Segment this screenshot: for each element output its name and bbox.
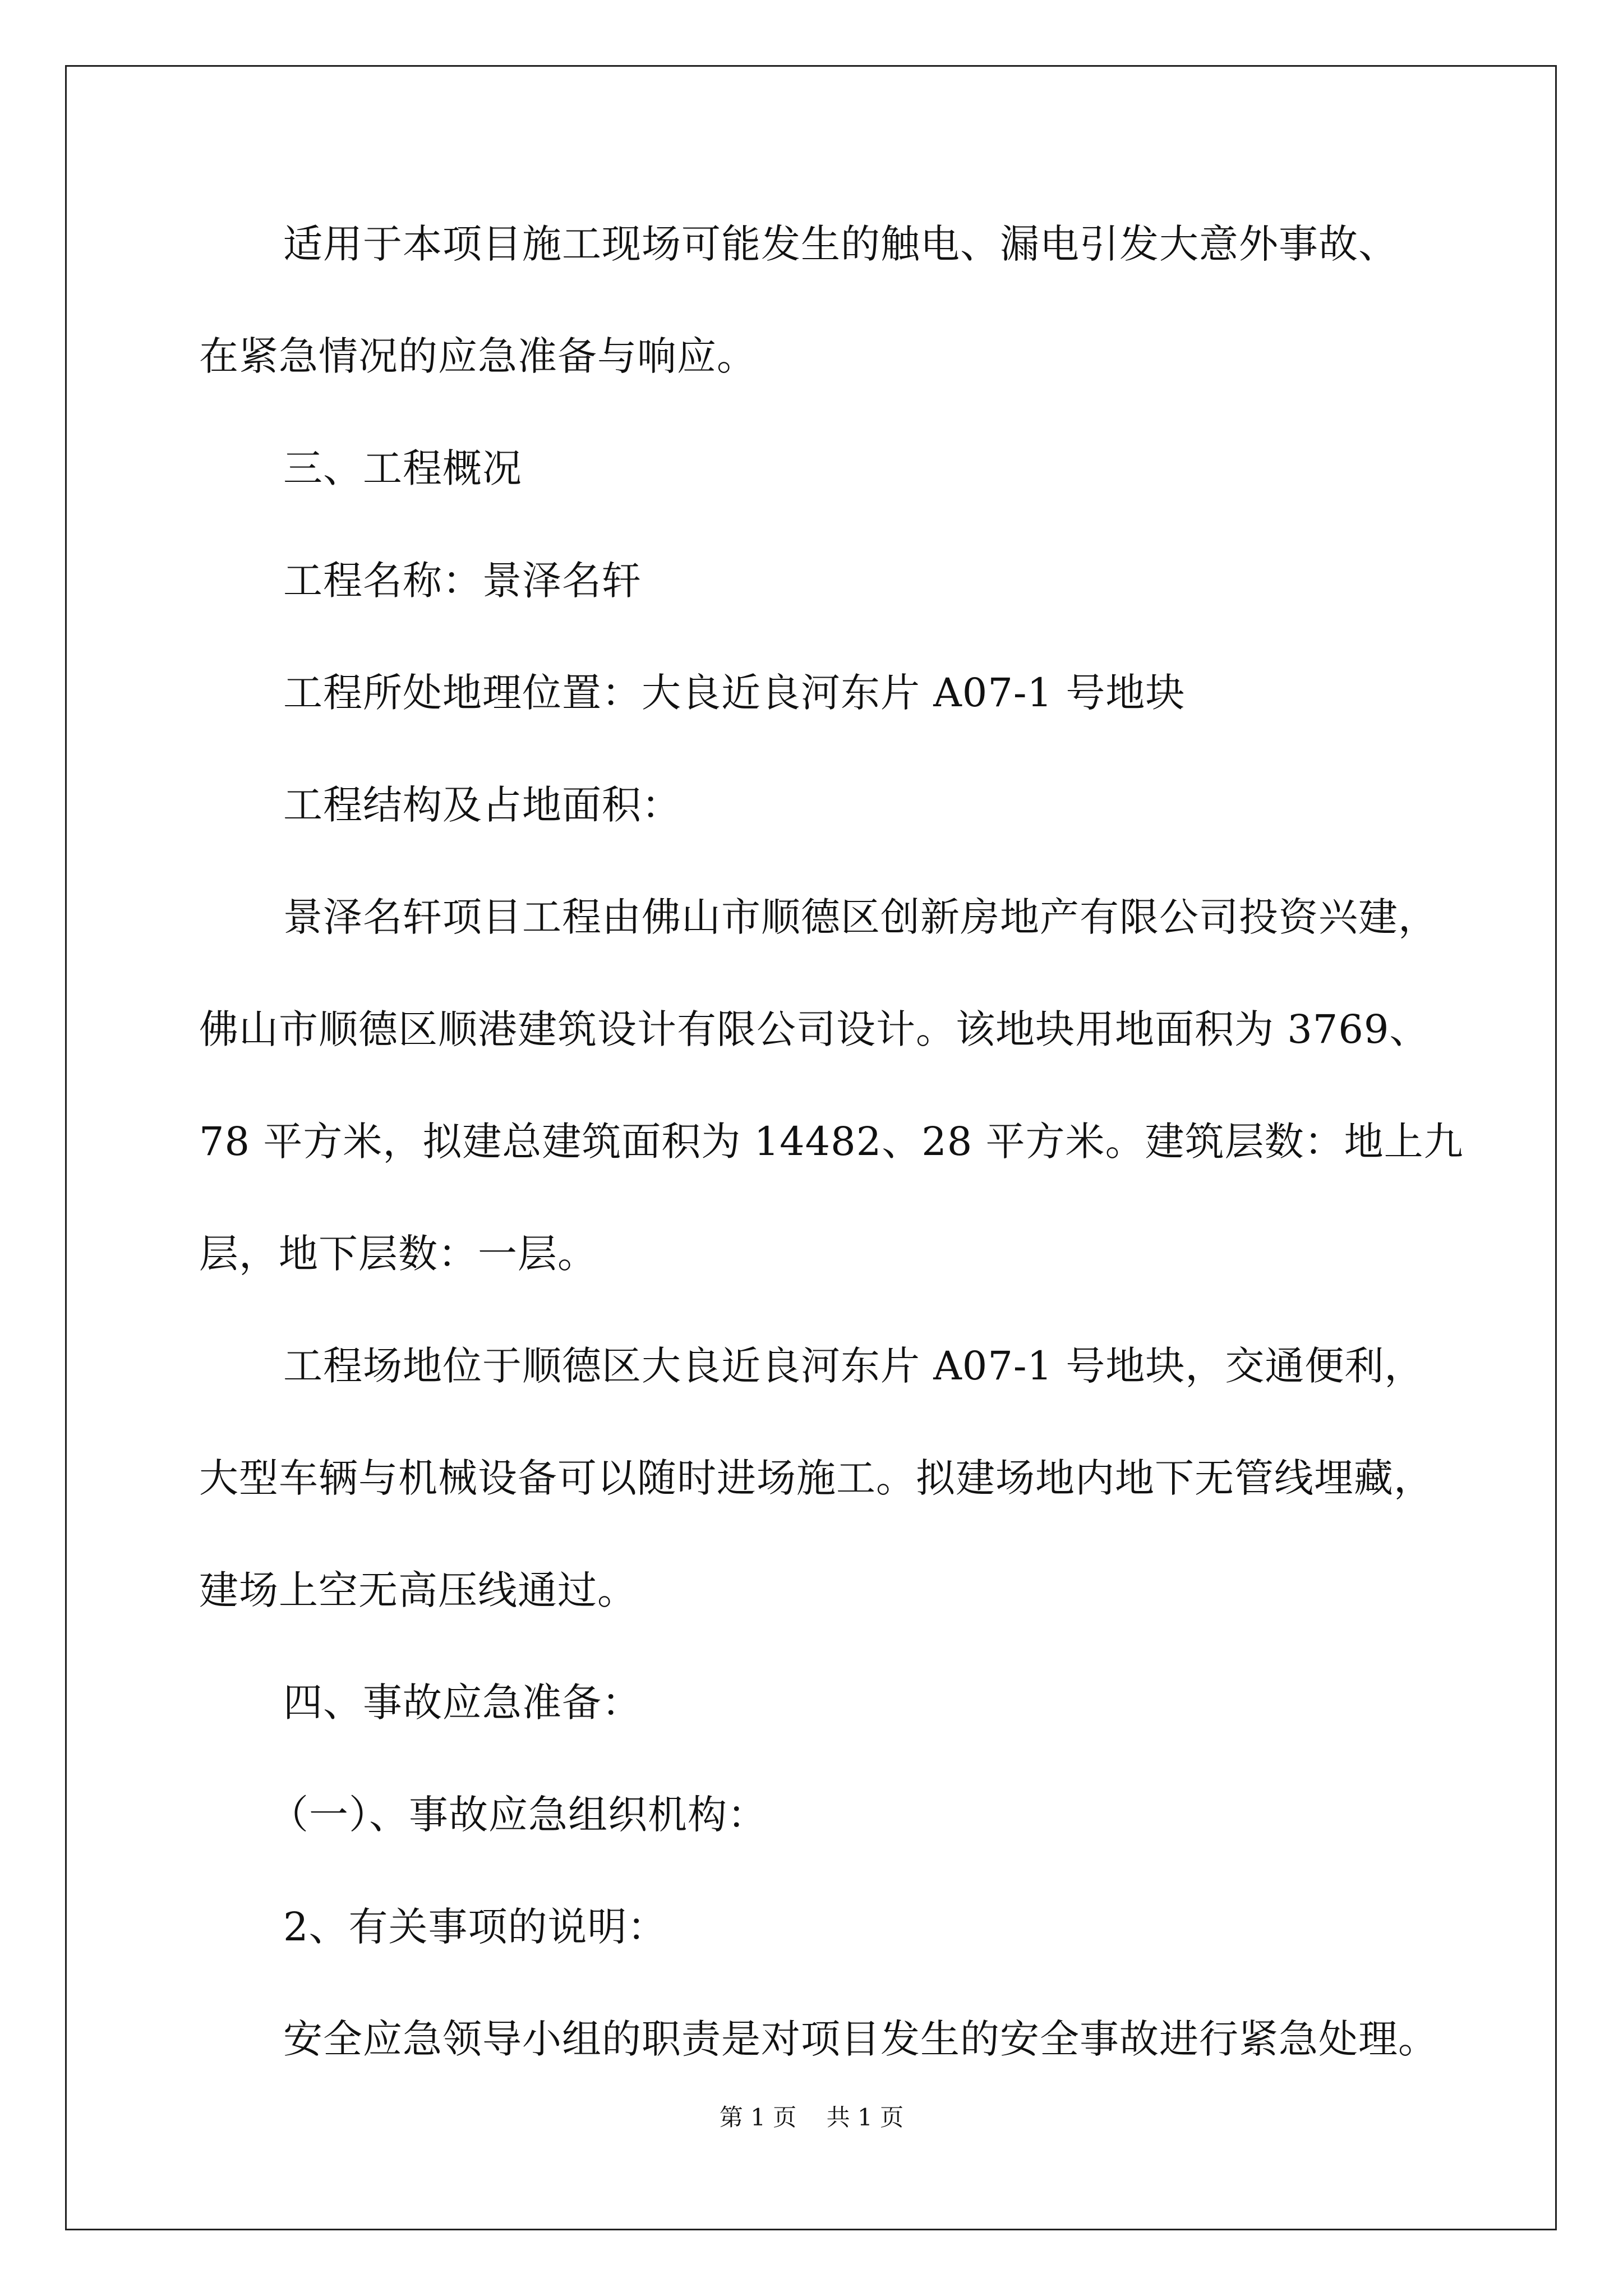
paragraph-line: 78 平方米，拟建总建筑面积为 14482、28 平方米。建筑层数：地上九 [199, 1119, 1464, 1165]
paragraph-line: 工程所处地理位置：大良近良河东片 A07-1 号地块 [283, 670, 1186, 716]
paragraph-line: 2、有关事项的说明： [283, 1904, 667, 1950]
paragraph-line: 工程结构及占地面积： [283, 782, 681, 828]
paragraph-line: 建场上空无高压线通过。 [199, 1567, 637, 1613]
paragraph-line: 大型车辆与机械设备可以随时进场施工。拟建场地内地下无管线埋藏， [199, 1455, 1433, 1501]
page-number: 第 1 页 [719, 2104, 797, 2131]
paragraph-line: 景泽名轩项目工程由佛山市顺德区创新房地产有限公司投资兴建， [283, 894, 1438, 940]
paragraph-line: 工程名称：景泽名轩 [283, 558, 642, 604]
paragraph-line: 在紧急情况的应急准备与响应。 [199, 333, 757, 379]
paragraph-line: 层，地下层数：一层。 [199, 1231, 597, 1277]
paragraph-line: 适用于本项目施工现场可能发生的触电、漏电引发大意外事故、 [283, 221, 1398, 267]
paragraph-line: 安全应急领导小组的职责是对项目发生的安全事故进行紧急处理。 [283, 2016, 1438, 2062]
page-total: 共 1 页 [826, 2104, 904, 2131]
paragraph-line: 佛山市顺德区顺港建筑设计有限公司设计。该地块用地面积为 3769、 [199, 1006, 1430, 1052]
paragraph-line: 工程场地位于顺德区大良近良河东片 A07-1 号地块，交通便利， [283, 1343, 1424, 1389]
page-footer [0, 2101, 1623, 2134]
section-heading: 四、事故应急准备： [283, 1680, 642, 1726]
subsection-heading: （一）、事故应急组织机构： [269, 1792, 767, 1838]
section-heading: 三、工程概况 [283, 445, 522, 491]
